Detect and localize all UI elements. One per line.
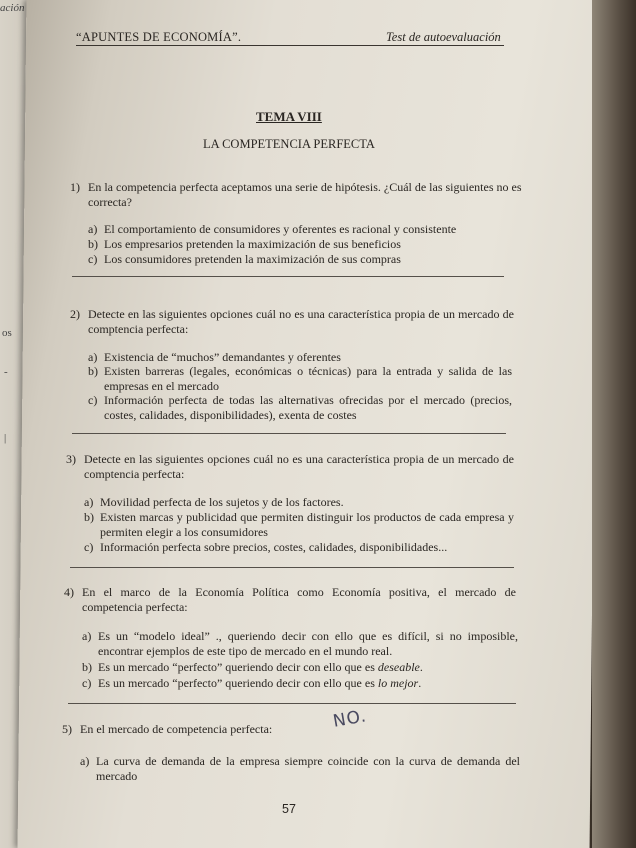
option-text: Información perfecta sobre precios, costes, calidades, disponibilidades... — [100, 540, 448, 554]
option-letter: a) — [82, 629, 92, 643]
handwritten-note: NO. — [331, 706, 369, 732]
separator-rule — [72, 276, 504, 277]
header-book-title: “APUNTES DE ECONOMÍA”. — [76, 30, 242, 44]
option-letter: b) — [88, 364, 98, 378]
question-5 — [62, 722, 520, 737]
option-letter: b) — [88, 237, 98, 251]
option-letter: a) — [84, 495, 94, 509]
option — [82, 676, 518, 691]
option-text: La curva de demanda de la empresa siempre coincide con la curva de demanda del mercado — [96, 754, 520, 783]
option-emphasis: lo mejor — [377, 676, 419, 690]
option — [84, 510, 514, 539]
question-text: Detecte en las siguientes opciones cuál no es una característica propia de un mercado de comptencia perfecta: — [88, 307, 514, 336]
separator-rule — [70, 567, 514, 568]
option-text: Es un mercado “perfecto” queriendo decir con ello que es — [98, 676, 378, 690]
option-letter: a) — [88, 350, 98, 364]
option-text: Es un mercado “perfecto” queriendo decir con ello que es — [98, 660, 378, 674]
option-text: El comportamiento de consumidores y oferentes es racional y consistente — [104, 222, 457, 236]
option-text: Es un “modelo ideal” ., queriendo decir con ello que es difícil, si no imposible, encontrar ejemplos de este tipo de mercado en el mundo real. — [98, 629, 518, 658]
option — [88, 350, 524, 365]
option-text: Los empresarios pretenden la maximización de sus beneficios — [104, 237, 401, 251]
option-letter: b) — [82, 660, 92, 674]
option-letter: c) — [88, 252, 98, 266]
option-letter: c) — [84, 540, 94, 554]
question-number: 1) — [70, 180, 80, 194]
option-tail: . — [418, 676, 422, 690]
option — [88, 252, 524, 267]
question-number: 2) — [70, 307, 80, 321]
option — [88, 364, 512, 393]
option — [88, 393, 512, 422]
option — [80, 754, 520, 783]
option-text: Información perfecta de todas las alternativas ofrecidas por el mercado (precios, costes, calidades, disponibilidades), exenta de costes — [104, 393, 512, 422]
option-text: Existen barreras (legales, económicas o técnicas) para la entrada y salida de las empresas en el mercado — [104, 364, 512, 393]
chapter-subtitle: LA COMPETENCIA PERFECTA — [203, 137, 375, 151]
option-letter: c) — [82, 676, 92, 690]
option-text: Existencia de “muchos” demandantes y oferentes — [104, 350, 341, 364]
option-tail: . — [419, 660, 423, 674]
question-number: 3) — [66, 452, 76, 466]
chapter-heading: TEMA VIII — [256, 109, 322, 124]
option — [88, 237, 524, 252]
question-number: 4) — [64, 585, 74, 599]
left-fragment: ación — [0, 2, 25, 14]
separator-rule — [72, 433, 506, 434]
header-rule — [76, 45, 504, 46]
option — [84, 540, 520, 555]
left-fragment: - — [4, 366, 8, 378]
book-page — [18, 0, 599, 848]
option-letter: a) — [88, 222, 98, 236]
question-4 — [64, 585, 516, 614]
question-text: En la competencia perfecta aceptamos una serie de hipótesis. ¿Cuál de las siguientes no es correcta? — [88, 180, 522, 209]
option-text: Existen marcas y publicidad que permiten distinguir los productos de cada empresa y permiten elegir a los consumidores — [100, 510, 514, 539]
question-2 — [70, 307, 514, 336]
left-fragment: | — [4, 432, 7, 444]
page-number: 57 — [282, 802, 296, 816]
option-emphasis: deseable — [377, 660, 420, 674]
option — [88, 222, 524, 237]
option-letter: c) — [88, 393, 98, 407]
option-text: Movilidad perfecta de los sujetos y de los factores. — [100, 495, 344, 509]
option — [82, 629, 518, 658]
question-1 — [70, 180, 528, 209]
option — [82, 660, 518, 675]
question-text: Detecte en las siguientes opciones cuál no es una característica propia de un mercado de comptencia perfecta: — [84, 452, 514, 481]
left-fragment: os — [2, 327, 12, 339]
option-text: Los consumidores pretenden la maximización de sus compras — [104, 252, 401, 266]
option-letter: b) — [84, 510, 94, 524]
option-letter: a) — [80, 754, 90, 768]
question-text: En el marco de la Economía Política como Economía positiva, el mercado de competencia perfecta: — [82, 585, 516, 614]
question-3 — [66, 452, 514, 481]
separator-rule — [68, 703, 516, 704]
header-section: Test de autoevaluación — [386, 30, 501, 44]
option — [84, 495, 520, 510]
page-edge — [592, 0, 636, 848]
question-text: En el mercado de competencia perfecta: — [80, 722, 273, 736]
question-number: 5) — [62, 722, 72, 736]
